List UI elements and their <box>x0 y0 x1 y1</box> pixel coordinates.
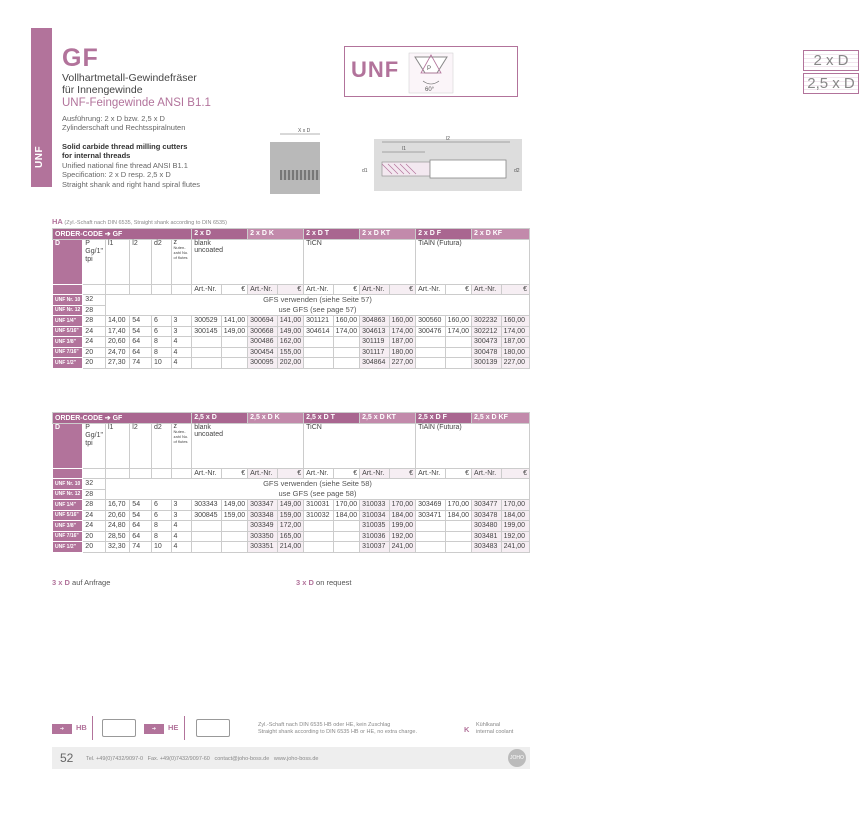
price: 160,00 <box>389 316 415 327</box>
art-nr: 302212 <box>472 326 502 337</box>
eur-label: € <box>333 468 359 479</box>
art-nr: 300478 <box>472 347 502 358</box>
coat-uncoated: blank uncoated <box>192 239 304 284</box>
note-de: 3 x D auf Anfrage <box>52 578 111 587</box>
price: 241,00 <box>501 542 529 553</box>
art-nr: 304863 <box>360 316 390 327</box>
l1: 28,50 <box>105 531 129 542</box>
price: 160,00 <box>445 316 471 327</box>
art-nr <box>416 337 446 348</box>
art-nr: 303348 <box>248 510 278 521</box>
price: 160,00 <box>501 316 529 327</box>
svg-text:P: P <box>427 66 432 72</box>
row-label: UNF 5/16" <box>53 326 83 337</box>
col-l2: l2 <box>130 423 152 468</box>
col-z: z Nuten-zahl No. of flutes <box>171 423 192 468</box>
art-nr: 303350 <box>248 531 278 542</box>
artnr-label: Art.-Nr. <box>416 468 446 479</box>
d2: 8 <box>152 521 172 532</box>
eur-label: € <box>221 468 247 479</box>
art-nr <box>192 521 222 532</box>
price <box>333 337 359 348</box>
col-pitch: P Gg/1" tpi <box>83 423 106 468</box>
coat-tialn: TiAlN (Futura) <box>416 423 530 468</box>
col-z: z Nuten-zahl No. of flutes <box>171 239 192 284</box>
row-label: UNF Nr. 12 <box>53 489 83 500</box>
price <box>221 358 247 369</box>
price: 184,00 <box>501 510 529 521</box>
side-label: UNF <box>34 145 45 169</box>
gfs-note: GFS verwenden (siehe Seite 57) use GFS (see page 57) <box>105 295 529 316</box>
col-pitch: P Gg/1" tpi <box>83 239 106 284</box>
row-label: UNF 1/2" <box>53 358 83 369</box>
flutes: 3 <box>171 510 192 521</box>
dimension-25xd: 2,5 x D <box>803 73 859 94</box>
col-d2: d2 <box>152 423 172 468</box>
art-nr <box>304 531 334 542</box>
art-nr: 310037 <box>360 542 390 553</box>
l2: 54 <box>130 510 152 521</box>
row-label: UNF 7/16" <box>53 531 83 542</box>
art-nr <box>304 542 334 553</box>
spec-en: Unified national fine thread ANSI B1.1 Specification: 2 x D resp. 2,5 x D Straight shank and right hand spiral flutes <box>62 161 200 189</box>
coat-uncoated: blank uncoated <box>192 423 304 468</box>
col-25xdt: 2,5 x D T <box>304 413 360 424</box>
art-nr: 303478 <box>472 510 502 521</box>
page-number: 52 <box>60 751 74 765</box>
price: 174,00 <box>501 326 529 337</box>
artnr-label: Art.-Nr. <box>192 468 222 479</box>
art-nr: 302232 <box>472 316 502 327</box>
price: 214,00 <box>277 542 303 553</box>
table-25xd <box>52 412 530 553</box>
row-label: UNF Nr. 10 <box>53 295 83 306</box>
l2: 64 <box>130 521 152 532</box>
art-nr: 300473 <box>472 337 502 348</box>
art-nr: 303471 <box>416 510 446 521</box>
hb-label: HB <box>76 723 87 732</box>
title-standard: UNF-Feingewinde ANSI B1.1 <box>62 97 211 109</box>
col-25xdk: 2,5 x D K <box>248 413 304 424</box>
footer-contact: Tel. +49(0)7432/9097-0 Fax. +49(0)7432/9097-60 contact@joho-boss.de www.joho-boss.de <box>86 756 319 762</box>
row-label: UNF 1/4" <box>53 500 83 511</box>
price: 192,00 <box>501 531 529 542</box>
coat-tialn: TiAlN (Futura) <box>416 239 530 284</box>
eur-label: € <box>389 284 415 295</box>
pitch: 32 <box>83 479 106 490</box>
hb-arrow-icon: ➔ <box>52 724 72 734</box>
table-row <box>53 347 530 358</box>
price: 165,00 <box>277 531 303 542</box>
col-2xdkf: 2 x D KF <box>472 229 530 240</box>
artnr-label: Art.-Nr. <box>472 284 502 295</box>
he-arrow-icon: ➔ <box>144 724 164 734</box>
l2: 54 <box>130 316 152 327</box>
thread-badge <box>344 46 855 97</box>
art-nr <box>192 358 222 369</box>
price <box>445 337 471 348</box>
eur-label: € <box>501 284 529 295</box>
price: 227,00 <box>501 358 529 369</box>
flutes: 4 <box>171 531 192 542</box>
flutes: 3 <box>171 500 192 511</box>
eur-label: € <box>333 284 359 295</box>
price <box>333 358 359 369</box>
price: 187,00 <box>501 337 529 348</box>
price: 184,00 <box>389 510 415 521</box>
pitch: 24 <box>83 521 106 532</box>
table-row <box>53 500 530 511</box>
table-row <box>53 531 530 542</box>
price <box>221 542 247 553</box>
price: 199,00 <box>389 521 415 532</box>
art-nr: 303481 <box>472 531 502 542</box>
col-2xdt: 2 x D T <box>304 229 360 240</box>
title-de: Vollhartmetall-Gewindefräser für Innengewinde <box>62 72 197 96</box>
pitch: 24 <box>83 510 106 521</box>
coolant-k: K <box>464 725 470 734</box>
order-code-label: ORDER-CODE ➔ GF <box>53 229 192 240</box>
price <box>221 521 247 532</box>
pitch: 28 <box>83 305 106 316</box>
price: 180,00 <box>389 347 415 358</box>
title-en: Solid carbide thread milling cutters for internal threads <box>62 142 188 160</box>
row-label: UNF 3/8" <box>53 521 83 532</box>
price <box>221 347 247 358</box>
art-nr: 304614 <box>304 326 334 337</box>
artnr-label: Art.-Nr. <box>360 468 390 479</box>
l1: 27,30 <box>105 358 129 369</box>
art-nr: 301119 <box>360 337 390 348</box>
d2: 6 <box>152 326 172 337</box>
art-nr: 310035 <box>360 521 390 532</box>
price: 149,00 <box>221 500 247 511</box>
art-nr: 300560 <box>416 316 446 327</box>
price: 170,00 <box>501 500 529 511</box>
price: 170,00 <box>333 500 359 511</box>
artnr-label: Art.-Nr. <box>304 284 334 295</box>
price: 159,00 <box>221 510 247 521</box>
svg-text:60°: 60° <box>425 87 435 93</box>
eur-label: € <box>389 468 415 479</box>
artnr-label: Art.-Nr. <box>304 468 334 479</box>
art-nr: 310033 <box>360 500 390 511</box>
table-row <box>53 316 530 327</box>
coat-ticn: TiCN <box>304 423 416 468</box>
art-nr: 300145 <box>192 326 222 337</box>
art-nr <box>304 521 334 532</box>
art-nr <box>192 531 222 542</box>
price: 141,00 <box>221 316 247 327</box>
price <box>445 347 471 358</box>
gfs-note: GFS verwenden (siehe Seite 58) use GFS (see page 58) <box>105 479 529 500</box>
art-nr <box>304 337 334 348</box>
note-en: 3 x D on request <box>296 578 352 587</box>
art-nr: 304613 <box>360 326 390 337</box>
art-nr: 303480 <box>472 521 502 532</box>
art-nr: 300095 <box>248 358 278 369</box>
art-nr: 300139 <box>472 358 502 369</box>
flutes: 4 <box>171 542 192 553</box>
l1: 17,40 <box>105 326 129 337</box>
col-25xdf: 2,5 x D F <box>416 413 472 424</box>
eur-label: € <box>221 284 247 295</box>
art-nr: 310032 <box>304 510 334 521</box>
price <box>445 531 471 542</box>
art-nr <box>304 347 334 358</box>
l1: 32,30 <box>105 542 129 553</box>
col-2xdf: 2 x D F <box>416 229 472 240</box>
price: 149,00 <box>221 326 247 337</box>
d2: 8 <box>152 337 172 348</box>
l1: 20,60 <box>105 337 129 348</box>
art-nr: 300486 <box>248 337 278 348</box>
art-nr: 303483 <box>472 542 502 553</box>
price: 227,00 <box>389 358 415 369</box>
price: 162,00 <box>277 337 303 348</box>
l2: 74 <box>130 542 152 553</box>
art-nr: 300694 <box>248 316 278 327</box>
table-2xd <box>52 228 530 369</box>
eur-label: € <box>277 468 303 479</box>
l2: 54 <box>130 326 152 337</box>
l1: 20,60 <box>105 510 129 521</box>
col-d2: d2 <box>152 239 172 284</box>
artnr-label: Art.-Nr. <box>416 284 446 295</box>
pitch: 20 <box>83 531 106 542</box>
pitch: 20 <box>83 358 106 369</box>
price: 174,00 <box>333 326 359 337</box>
eur-label: € <box>501 468 529 479</box>
price: 149,00 <box>277 326 303 337</box>
d2: 8 <box>152 347 172 358</box>
price <box>333 521 359 532</box>
eur-label: € <box>445 468 471 479</box>
d2: 6 <box>152 500 172 511</box>
svg-text:l1: l1 <box>402 146 406 152</box>
pitch: 28 <box>83 489 106 500</box>
art-nr: 303349 <box>248 521 278 532</box>
art-nr <box>416 542 446 553</box>
svg-text:X x D: X x D <box>298 128 311 134</box>
price: 174,00 <box>389 326 415 337</box>
art-nr: 310036 <box>360 531 390 542</box>
row-label: UNF 5/16" <box>53 510 83 521</box>
flutes: 4 <box>171 347 192 358</box>
art-nr: 300529 <box>192 316 222 327</box>
thread-profile-icon <box>407 51 455 95</box>
table-row <box>53 358 530 369</box>
row-label: UNF Nr. 12 <box>53 305 83 316</box>
spec-de: Ausführung: 2 x D bzw. 2,5 x D Zylinderschaft und Rechtsspiralnuten <box>62 114 186 132</box>
art-nr <box>192 347 222 358</box>
art-nr: 303477 <box>472 500 502 511</box>
art-nr <box>416 521 446 532</box>
art-nr: 300476 <box>416 326 446 337</box>
table-row <box>53 337 530 348</box>
price: 192,00 <box>389 531 415 542</box>
price: 149,00 <box>277 500 303 511</box>
col-25xd: 2,5 x D <box>192 413 248 424</box>
artnr-label: Art.-Nr. <box>360 284 390 295</box>
art-nr <box>304 358 334 369</box>
price: 141,00 <box>277 316 303 327</box>
art-nr: 303343 <box>192 500 222 511</box>
art-nr: 300454 <box>248 347 278 358</box>
price <box>333 531 359 542</box>
row-label: UNF 3/8" <box>53 337 83 348</box>
col-2xdkt: 2 x D KT <box>360 229 416 240</box>
price: 174,00 <box>445 326 471 337</box>
table-row <box>53 326 530 337</box>
col-2xd: 2 x D <box>192 229 248 240</box>
dimension-2xd: 2 x D <box>803 50 859 71</box>
art-nr: 303347 <box>248 500 278 511</box>
dimension-drawing <box>270 124 530 194</box>
flutes: 4 <box>171 337 192 348</box>
artnr-label: Art.-Nr. <box>248 284 278 295</box>
price: 159,00 <box>277 510 303 521</box>
art-nr: 310031 <box>304 500 334 511</box>
shank-text: Zyl.-Schaft nach DIN 6535 HB oder HE, kein Zuschlag Straight shank according to DIN 6535 HB or HE, no extra charge. <box>258 722 417 735</box>
art-nr: 304864 <box>360 358 390 369</box>
col-l1: l1 <box>105 239 129 284</box>
art-nr <box>192 542 222 553</box>
l1: 24,70 <box>105 347 129 358</box>
table-row <box>53 542 530 553</box>
pitch: 32 <box>83 295 106 306</box>
pitch: 20 <box>83 542 106 553</box>
art-nr <box>416 347 446 358</box>
art-nr: 310034 <box>360 510 390 521</box>
l2: 54 <box>130 500 152 511</box>
price: 170,00 <box>445 500 471 511</box>
d2: 8 <box>152 531 172 542</box>
flutes: 3 <box>171 326 192 337</box>
col-25xdkt: 2,5 x D KT <box>360 413 416 424</box>
art-nr <box>416 358 446 369</box>
art-nr: 303351 <box>248 542 278 553</box>
flutes: 4 <box>171 521 192 532</box>
col-25xdkf: 2,5 x D KF <box>472 413 530 424</box>
coat-ticn: TiCN <box>304 239 416 284</box>
price <box>445 521 471 532</box>
pitch: 20 <box>83 347 106 358</box>
row-label: UNF 7/16" <box>53 347 83 358</box>
art-nr: 301117 <box>360 347 390 358</box>
l2: 74 <box>130 358 152 369</box>
price: 187,00 <box>389 337 415 348</box>
table-row <box>53 521 530 532</box>
he-label: HE <box>168 723 179 732</box>
l1: 14,00 <box>105 316 129 327</box>
d2: 10 <box>152 542 172 553</box>
artnr-label: Art.-Nr. <box>192 284 222 295</box>
col-l2: l2 <box>130 239 152 284</box>
hb-shank-icon <box>102 719 136 737</box>
price <box>445 542 471 553</box>
flutes: 4 <box>171 358 192 369</box>
row-label: UNF Nr. 10 <box>53 479 83 490</box>
price <box>333 542 359 553</box>
d2: 6 <box>152 510 172 521</box>
art-nr: 300668 <box>248 326 278 337</box>
order-code-label: ORDER-CODE ➔ GF <box>53 413 192 424</box>
unf-label: UNF <box>351 57 400 82</box>
price: 241,00 <box>389 542 415 553</box>
art-nr <box>192 337 222 348</box>
he-shank-icon <box>196 719 230 737</box>
company-logo: JOHO <box>508 749 526 767</box>
pitch: 24 <box>83 337 106 348</box>
svg-text:d2: d2 <box>514 168 520 174</box>
artnr-label: Art.-Nr. <box>248 468 278 479</box>
d2: 6 <box>152 316 172 327</box>
l2: 64 <box>130 347 152 358</box>
price: 199,00 <box>501 521 529 532</box>
col-d: D <box>53 423 83 468</box>
art-nr: 300845 <box>192 510 222 521</box>
eur-label: € <box>445 284 471 295</box>
price: 170,00 <box>389 500 415 511</box>
col-l1: l1 <box>105 423 129 468</box>
price <box>445 358 471 369</box>
product-code: GF <box>62 44 99 72</box>
row-label: UNF 1/4" <box>53 316 83 327</box>
pitch: 28 <box>83 316 106 327</box>
d2: 10 <box>152 358 172 369</box>
price: 155,00 <box>277 347 303 358</box>
l1: 24,80 <box>105 521 129 532</box>
price: 160,00 <box>333 316 359 327</box>
eur-label: € <box>277 284 303 295</box>
svg-text:l2: l2 <box>446 136 450 142</box>
table-row <box>53 510 530 521</box>
shank-note: HA (Zyl.-Schaft nach DIN 6535, Straight shank according to DIN 6535) <box>52 217 228 226</box>
price: 184,00 <box>333 510 359 521</box>
row-label: UNF 1/2" <box>53 542 83 553</box>
l2: 64 <box>130 337 152 348</box>
art-nr: 301121 <box>304 316 334 327</box>
art-nr <box>416 531 446 542</box>
price <box>221 531 247 542</box>
price: 172,00 <box>277 521 303 532</box>
pitch: 28 <box>83 500 106 511</box>
coolant-text: Kühlkanal internal coolant <box>476 722 514 735</box>
flutes: 3 <box>171 316 192 327</box>
price <box>221 337 247 348</box>
price: 184,00 <box>445 510 471 521</box>
svg-text:d1: d1 <box>362 168 368 174</box>
col-d: D <box>53 239 83 284</box>
price <box>333 347 359 358</box>
l1: 16,70 <box>105 500 129 511</box>
l2: 64 <box>130 531 152 542</box>
artnr-label: Art.-Nr. <box>472 468 502 479</box>
art-nr: 303469 <box>416 500 446 511</box>
col-2xdk: 2 x D K <box>248 229 304 240</box>
pitch: 24 <box>83 326 106 337</box>
price: 202,00 <box>277 358 303 369</box>
price: 180,00 <box>501 347 529 358</box>
